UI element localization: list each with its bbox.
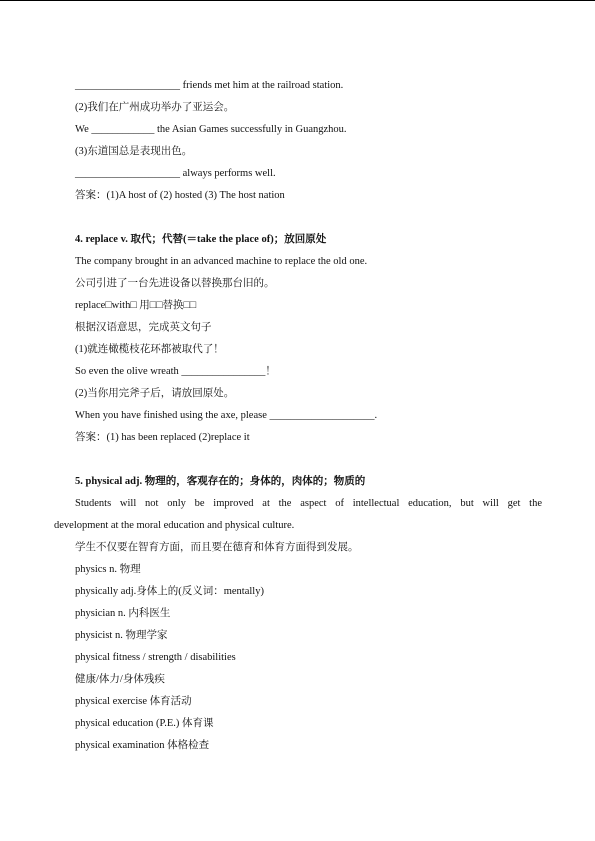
example-paragraph-line-2: development at the moral education and physical culture. <box>54 520 295 531</box>
example-sentence-en: The company brought in an advanced machine to replace the old one. <box>75 256 368 267</box>
vocab-physicist: physicist n. 物理学家 <box>75 630 168 641</box>
phrase-physical-exercise: physical exercise 体育活动 <box>75 696 192 707</box>
exercise-line-3: ____________________ always performs well. <box>75 168 276 179</box>
vocab-physically: physically adj.身体上的(反义词：mentally) <box>75 586 264 597</box>
vocab-physician: physician n. 内科医生 <box>75 608 171 619</box>
exercise-line-r2: When you have finished using the axe, please ____________________. <box>75 410 378 421</box>
exercise-prompt-3: (3)东道国总是表现出色。 <box>75 146 193 157</box>
exercise-prompt-r1: (1)就连橄榄枝花环都被取代了！ <box>75 344 224 355</box>
exercise-prompt-r2: (2)当你用完斧子后，请放回原处。 <box>75 388 235 399</box>
phrase-physical-education: physical education (P.E.) 体育课 <box>75 718 214 729</box>
answer-line-host: 答案：(1)A host of (2) hosted (3) The host nation <box>75 190 285 201</box>
phrase-physical-fitness: physical fitness / strength / disabilities <box>75 652 236 663</box>
section-heading-physical: 5. physical adj. 物理的，客观存在的；身体的，肉体的；物质的 <box>75 476 366 487</box>
exercise-line-2: We ____________ the Asian Games successfully in Guangzhou. <box>75 124 347 135</box>
vocab-physics: physics n. 物理 <box>75 564 141 575</box>
example-translation: 学生不仅要在智育方面，而且要在德育和体育方面得到发展。 <box>75 542 359 553</box>
section-heading-replace: 4. replace v. 取代；代替(＝take the place of)；放回原处 <box>75 234 327 245</box>
phrase-replace-with: replace□with□ 用□□替换□□ <box>75 300 197 311</box>
phrase-physical-fitness-zh: 健康/体力/身体残疾 <box>75 674 165 685</box>
exercise-prompt-2: (2)我们在广州成功举办了亚运会。 <box>75 102 235 113</box>
exercise-line-1: ____________________ friends met him at the railroad station. <box>75 80 344 91</box>
exercise-instruction: 根据汉语意思，完成英文句子 <box>75 322 212 333</box>
answer-line-replace: 答案：(1) has been replaced (2)replace it <box>75 432 250 443</box>
example-sentence-zh: 公司引进了一台先进设备以替换那台旧的。 <box>75 278 275 289</box>
exercise-line-r1: So even the olive wreath ________________！ <box>75 366 276 377</box>
header-rule <box>0 0 595 1</box>
phrase-physical-examination: physical examination 体格检查 <box>75 740 210 751</box>
example-paragraph-line-1: Students will not only be improved at the aspect of intellectual education, but will get the <box>75 498 542 509</box>
